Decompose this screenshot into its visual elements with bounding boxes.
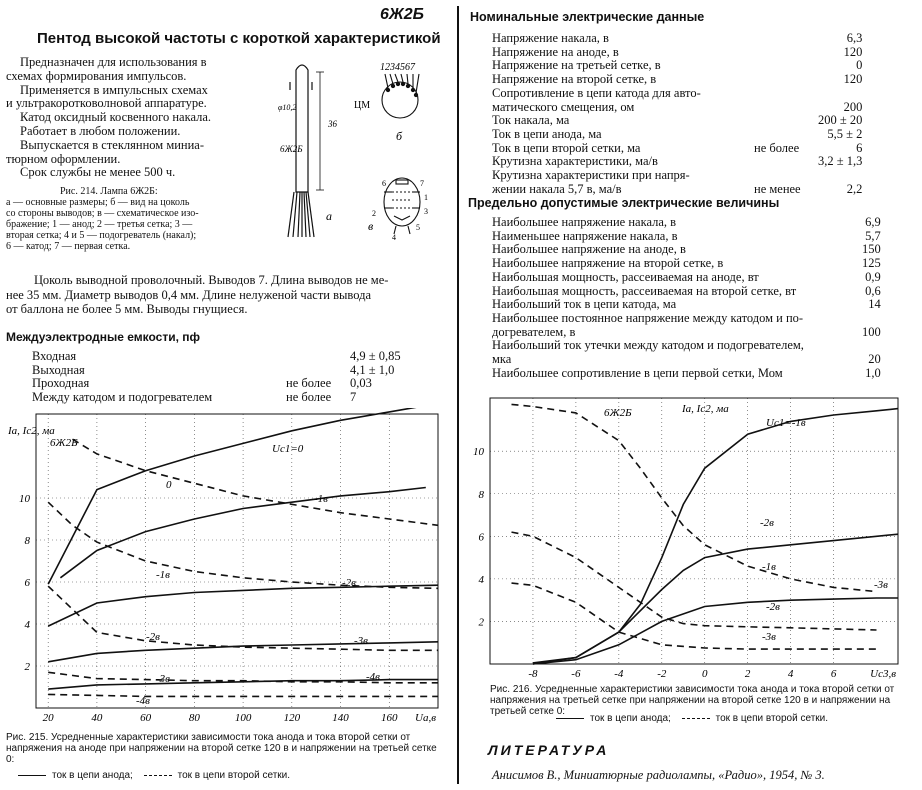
x-tick-label: 2 — [744, 668, 751, 680]
table-row: Наибольшее напряжение на второй сетке, в 125 — [492, 256, 881, 271]
pin-label: 2 — [372, 209, 376, 218]
x-tick-label: 40 — [91, 712, 103, 724]
caption-line: со стороны выводов; в — схематическое изо- — [6, 208, 199, 219]
intro-line: схемах формирования импульсов. — [6, 68, 187, 83]
table-row: Сопротивление в цепи катода для авто- — [492, 85, 701, 100]
table-row: Наибольший ток утечки между катодом и подогревателем, — [492, 338, 804, 353]
caption-line: бражение; 1 — анод; 2 — третья сетка; 3 — — [6, 219, 193, 230]
x-tick-label: 80 — [188, 712, 200, 724]
table-row: Между катодом и подогревателем не более 7 — [32, 390, 357, 405]
series-line — [512, 583, 877, 649]
fig215-legend — [18, 770, 458, 781]
intro-line: Предназначен для использования в — [20, 55, 207, 69]
curve-label: -1в — [314, 493, 328, 505]
tube-code: 6Ж2Б — [380, 6, 424, 23]
legend-solid-label: ток в цепи анода; — [52, 770, 133, 781]
table-row: матического смещения, ом 200 — [492, 99, 863, 114]
intro-text — [6, 56, 268, 180]
x-tick-label: 100 — [234, 712, 252, 724]
x-tick-label: 4 — [787, 668, 794, 680]
curve-label: -3в — [762, 631, 776, 643]
y-tick-label: 6 — [24, 577, 30, 589]
fig216-legend — [556, 713, 916, 724]
base-line: Цоколь выводной проволочный. Выводов 7. Длина выводов не ме- — [34, 273, 389, 287]
series-line — [60, 488, 425, 578]
curve-label: -2в — [342, 577, 356, 589]
fig215-caption: Рис. 215. Усредненные характеристики зависимости тока анода и тока второй сетки от напряжения на аноде при напряжении на второй сетке 120 в и напряжении на третьей сетке 0: — [6, 732, 437, 765]
y-axis-label: Ia, Ic2, ма — [8, 425, 55, 437]
y-tick-label: 10 — [473, 446, 484, 459]
view-label-a: а — [326, 209, 332, 223]
base-line: нее 35 мм. Диаметр выводов 0,4 мм. Длине нелуженой части вывода — [6, 287, 372, 302]
pin-label: 5 — [416, 223, 420, 232]
x-tick-label: -6 — [571, 668, 581, 680]
limits-heading: Предельно допустимые электрические величины — [468, 196, 780, 210]
y-tick-label: 2 — [24, 661, 30, 673]
intro-line: Применяется в импульсных схемах — [20, 82, 208, 97]
table-row: Напряжение на третьей сетке, в 0 — [492, 58, 863, 73]
table-row: Ток в цепи анода, ма 5,5 ± 2 — [492, 126, 863, 141]
table-row: Наибольшая мощность, рассеиваемая на второй сетке, вт 0,6 — [492, 283, 881, 298]
table-row: Наибольший ток в цепи катода, ма 14 — [492, 297, 881, 312]
pin-label: 3 — [424, 207, 428, 216]
fig216-chart — [462, 392, 918, 682]
legend-dashed-label: ток в цепи второй сетки. — [715, 713, 829, 724]
legend-dashed-swatch — [144, 775, 172, 776]
series-line — [533, 409, 898, 663]
tube-schematic — [384, 178, 420, 234]
view-label-b: б — [396, 129, 403, 143]
x-tick-label: 160 — [381, 712, 398, 724]
nominal-heading: Номинальные электрические данные — [470, 10, 705, 24]
height-label: 36 — [328, 119, 337, 129]
view-label-v: в — [368, 219, 374, 233]
base-view — [382, 74, 419, 118]
curve-label: -3в — [354, 635, 368, 647]
page-title: Пентод высокой частоты с короткой характеристикой — [37, 30, 441, 47]
y-tick-label: 2 — [478, 616, 484, 629]
cm-label: ЦМ — [354, 100, 371, 111]
fig215-chart — [6, 408, 454, 730]
fig214-caption — [6, 186, 268, 252]
caption-line: Рис. 214. Лампа 6Ж2Б: — [60, 186, 158, 197]
table-row: Наибольшее сопротивление в цепи первой сетки, Мом 1,0 — [492, 365, 881, 380]
intro-line: тюрном оформлении. — [6, 151, 121, 166]
series-line — [73, 439, 439, 525]
x-tick-label: -2 — [657, 668, 667, 680]
x-tick-label: 6 — [830, 668, 837, 680]
y-tick-label: 6 — [478, 531, 484, 544]
x-tick-label: 0 — [701, 668, 708, 680]
intro-line: Выпускается в стеклянном миниа- — [20, 137, 205, 152]
intro-line: Катод оксидный косвенного накала. — [20, 110, 212, 125]
intro-line: Работает в любом положении. — [20, 123, 181, 138]
table-row: Напряжение на второй сетке, в 120 — [492, 72, 863, 87]
pin-label: 6 — [382, 179, 386, 188]
table-row: Входная 4,9 ± 0,85 — [32, 349, 401, 363]
fig216-caption: Рис. 216. Усредненные характеристики зависимости тока анода и тока второй сетки от напряжения на третьей сетке при напряжении на второй сетке 120 в и напряжении на третьей сетке 0: — [490, 684, 895, 717]
intro-line: Срок службы не менее 500 ч. — [20, 165, 176, 180]
limits-table — [492, 216, 881, 380]
table-row: мка 20 — [492, 352, 881, 367]
table-row: Проходная не более 0,03 — [32, 376, 372, 391]
base-description — [6, 273, 454, 317]
table-row: Наибольшее напряжение накала, в 6,9 — [492, 215, 881, 229]
capacitances-table — [32, 350, 401, 405]
legend-dashed-label: ток в цепи второй сетки. — [177, 770, 291, 781]
curve-label: -1в — [762, 561, 776, 573]
legend-solid-swatch — [18, 775, 46, 776]
curve-label: 0 — [166, 479, 172, 491]
curve-label: -1в — [156, 569, 170, 581]
curve-label: -2в — [760, 517, 774, 529]
table-row: Наименьшее напряжение накала, в 5,7 — [492, 228, 881, 243]
pin-label: 4 — [392, 233, 396, 242]
chart-title: 6Ж2Б — [604, 407, 632, 419]
nominal-table — [492, 32, 862, 196]
x-tick-label: -4 — [614, 668, 624, 680]
x-axis-label: Ua,в — [415, 712, 436, 724]
y-tick-label: 4 — [478, 573, 484, 586]
capacitances-heading: Междуэлектродные емкости, пф — [6, 330, 201, 344]
y-tick-label: 10 — [19, 493, 30, 505]
x-tick-label: 20 — [42, 712, 54, 724]
legend-solid-swatch — [556, 718, 584, 719]
table-row: Ток накала, ма 200 ± 20 — [492, 113, 863, 128]
legend-dashed-swatch — [682, 718, 710, 719]
x-tick-label: 140 — [332, 712, 349, 724]
table-row: Наибольшая мощность, рассеиваемая на аноде, вт 0,9 — [492, 269, 881, 284]
chart-title: 6Ж2Б — [50, 437, 78, 449]
table-row: Наибольшее напряжение на аноде, в 150 — [492, 242, 881, 257]
pin-label: 1 — [424, 193, 428, 202]
caption-line: вторая сетка; 4 и 5 — подогреватель (накал); — [6, 230, 197, 241]
curve-label: -4в — [136, 695, 150, 707]
plot-frame — [36, 414, 438, 708]
pin-label: 7 — [420, 179, 424, 188]
y-tick-label: 4 — [24, 619, 30, 631]
legend-solid-label: ток в цепи анода; — [590, 713, 671, 724]
table-row: Напряжение на аноде, в 120 — [492, 44, 863, 59]
column-divider — [457, 6, 459, 784]
series-line — [48, 502, 438, 588]
table-row: Ток в цепи второй сетки, ма не более 6 — [492, 140, 863, 155]
curve-label: -4в — [366, 671, 380, 683]
pin-numbers: 1234567 — [380, 62, 415, 73]
curve-label: Uc1=0 — [272, 443, 304, 455]
x-tick-label: -8 — [528, 668, 538, 680]
table-row: догревателем, в 100 — [492, 324, 881, 339]
curve-label: -2в — [766, 601, 780, 613]
series-line — [512, 532, 877, 630]
series-line — [533, 598, 898, 664]
tube-drawing — [268, 52, 456, 242]
table-row: Наибольшее постоянное напряжение между катодом и по- — [492, 310, 804, 325]
table-row: Крутизна характеристики, ма/в 3,2 ± 1,3 — [492, 154, 863, 169]
x-tick-label: 60 — [140, 712, 152, 724]
table-row: Выходная 4,1 ± 1,0 — [32, 362, 395, 377]
literature-heading: ЛИТЕРАТУРА — [488, 742, 610, 758]
x-tick-label: 120 — [283, 712, 301, 724]
intro-line: и ультракоротковолновой аппаратуре. — [6, 96, 207, 111]
caption-line: а — основные размеры; б — вид на цоколь — [6, 197, 190, 208]
series-line — [48, 585, 438, 626]
y-tick-label: 8 — [478, 488, 484, 501]
y-axis-label: Ia, Ic2, ма — [682, 403, 729, 415]
x-axis-label: Uc3,в — [870, 668, 896, 680]
table-row: жении накала 5,7 в, ма/в не менее 2,2 — [492, 181, 863, 196]
tube-marking: 6Ж2Б — [280, 144, 303, 154]
base-line: от баллона не более 5 мм. Выводы гнущиеся. — [6, 302, 248, 316]
literature-reference: Анисимов В., Миниатюрные радиолампы, «Радио», 1954, № 3. — [492, 768, 825, 782]
table-row: Напряжение накала, в 6,3 — [492, 31, 863, 45]
y-tick-label: 8 — [24, 535, 30, 547]
table-row: Крутизна характеристики при напря- — [492, 168, 690, 183]
curve-label: Uc1=-1в — [766, 417, 806, 429]
curve-label: -3в — [156, 673, 170, 685]
curve-label: -2в — [146, 631, 160, 643]
diameter-label: φ10,2 — [278, 103, 297, 112]
curve-label: -3в — [874, 579, 888, 591]
caption-line: 6 — катод; 7 — первая сетка. — [6, 241, 131, 252]
